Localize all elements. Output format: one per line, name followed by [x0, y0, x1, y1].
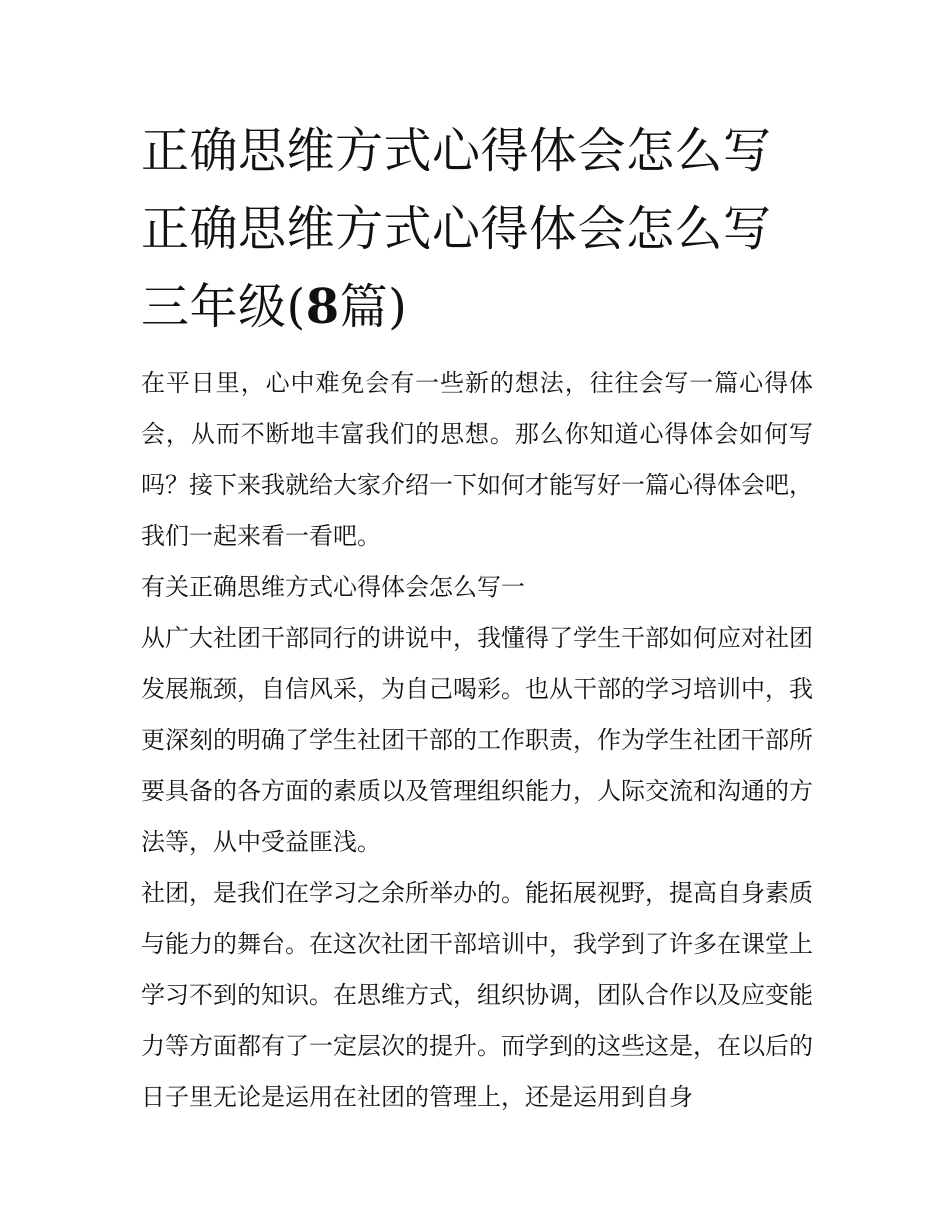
title-suffix: 篇)	[339, 279, 408, 335]
section-heading: 有关正确思维方式心得体会怎么写一	[141, 573, 525, 601]
document-title	[141, 112, 813, 346]
title-text: 正确思维方式心得体会怎么写正确思维方式心得体会怎么写三年级(	[141, 123, 772, 335]
intro-paragraph: 在平日里，心中难免会有一些新的想法，往往会写一篇心得体会，从而不断地丰富我们的思想。那么你知道心得体会如何写吗？接下来我就给大家介绍一下如何才能写好一篇心得体会吧，我们一起来看一看吧。	[141, 369, 813, 550]
document-body	[141, 112, 813, 1123]
title-count: 8	[305, 279, 340, 335]
body-paragraph-1: 从广大社团干部同行的讲说中，我懂得了学生干部如何应对社团发展瓶颈，自信风采，为自己喝彩。也从干部的学习培训中，我更深刻的明确了学生社团干部的工作职责，作为学生社团干部所要具备的各方面的素质以及管理组织能力，人际交流和沟通的方法等，从中受益匪浅。	[141, 624, 813, 856]
body-paragraph-2: 社团，是我们在学习之余所举办的。能拓展视野，提高自身素质与能力的舞台。在这次社团干部培训中，我学到了许多在课堂上学习不到的知识。在思维方式，组织协调，团队合作以及应变能力等方面都有了一定层次的提升。而学到的这些这是，在以后的日子里无论是运用在社团的管理上，还是运用到自身	[141, 879, 813, 1111]
